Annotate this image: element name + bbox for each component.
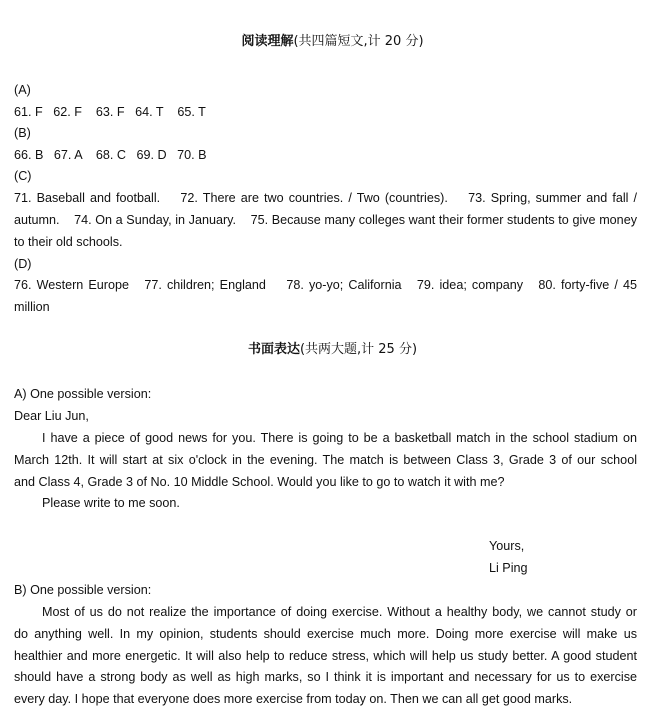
- section-a-label: (A): [14, 83, 31, 97]
- section-c-answers-line-3: to their old schools.: [14, 235, 123, 249]
- reading-section-title: [0, 33, 665, 51]
- section-d-answers-line-2: million: [14, 300, 50, 314]
- writing-title-bold: 书面表达: [247, 342, 300, 357]
- essay-line-1: Most of us do not realize the importance of doing exercise. Without a healthy body, we cannot study or: [42, 605, 637, 619]
- writing-a-heading: A) One possible version:: [14, 387, 152, 401]
- essay-line-5: every day. I hope that everyone does more exercise from today on. Then we can all get good marks.: [14, 692, 573, 706]
- section-d-label: (D): [14, 257, 32, 271]
- essay-line-2: do anything well. In my opinion, students should exercise much more. Doing more exercise will make us: [14, 627, 637, 641]
- essay-line-3: healthier and more energetic. It will also help to reduce stress, which will help us study better. A good student: [14, 649, 637, 663]
- letter-body-line-3: and Class 4, Grade 3 of No. 10 Middle School. Would you like to go to watch it with me?: [14, 475, 505, 489]
- letter-body-line-2: March 12th. It will start at six o'clock in the evening. The match is between Class 3, Grade 3 of our school: [14, 453, 637, 467]
- essay-line-4: should have a strong body as well as high marks, so I think it is important and necessary for us to exercise: [14, 670, 637, 684]
- reading-title-rest: (共四篇短文,计 20 分): [293, 34, 424, 49]
- letter-signature: Li Ping: [489, 561, 528, 575]
- section-a-answers: 61. F 62. F 63. F 64. T 65. T: [14, 105, 206, 119]
- section-c-label: (C): [14, 169, 32, 183]
- letter-greeting: Dear Liu Jun,: [14, 409, 89, 423]
- section-c-answers-line-1: 71. Baseball and football. 72. There are two countries. / Two (countries). 73. Spring, summer and fall /: [14, 191, 637, 205]
- reading-title-bold: 阅读理解: [241, 34, 294, 49]
- writing-b-heading: B) One possible version:: [14, 583, 152, 597]
- letter-body-line-1: I have a piece of good news for you. There is going to be a basketball match in the school stadium on: [42, 431, 637, 445]
- letter-sign-off: Yours,: [489, 539, 525, 553]
- section-b-answers: 66. B 67. A 68. C 69. D 70. B: [14, 148, 207, 162]
- writing-section-title: [0, 341, 665, 359]
- section-c-answers-line-2: autumn. 74. On a Sunday, in January. 75. Because many colleges want their former students to give money: [14, 213, 637, 227]
- writing-title-rest: (共两大题,计 25 分): [299, 342, 418, 357]
- section-b-label: (B): [14, 126, 31, 140]
- section-d-answers-line-1: 76. Western Europe 77. children; England 78. yo-yo; California 79. idea; company 80. forty-five / 45: [14, 278, 637, 292]
- letter-closing-line: Please write to me soon.: [42, 496, 180, 510]
